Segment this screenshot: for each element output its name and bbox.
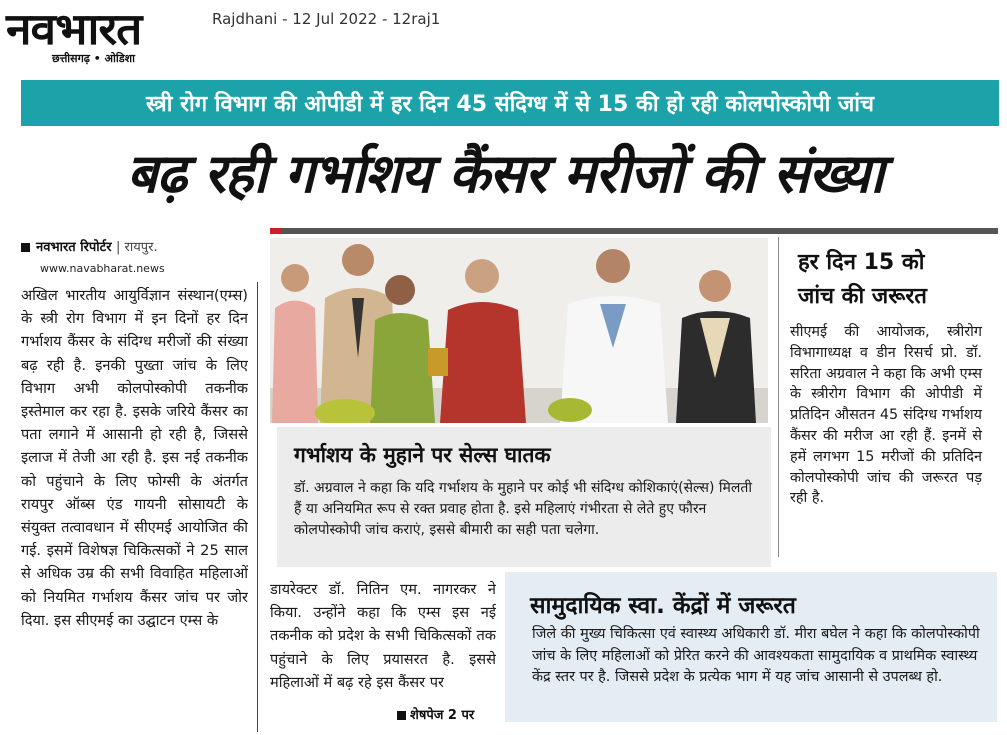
kicker-banner: [21, 80, 999, 126]
subsection-title-community: सामुदायिक स्वा. केंद्रों में जरूरत: [530, 593, 796, 619]
kicker-text: स्त्री रोग विभाग की ओपीडी में हर दिन 45 संदिग्ध में से 15 की हो रही कोलपोस्कोपी जांच: [146, 92, 874, 117]
subsection-title-cells: गर्भाशय के मुहाने पर सेल्स घातक: [294, 443, 551, 467]
article-body-col2: डायरेक्टर डॉ. नितिन एम. नागरकर ने किया. उन्होंने कहा कि एम्स इस नई तकनीक को प्रदेश के सभी चिकित्सकों तक पहुंचाने के लिए प्रयासरत है. इससे महिलाओं में बढ़ रहे इस कैंसर पर: [270, 581, 496, 691]
sidebar-title-line2: जांच की जरूरत: [798, 284, 927, 309]
byline-name: नवभारत रिपोर्टर: [36, 240, 112, 255]
website-link: www.navabharat.news: [40, 262, 165, 275]
newspaper-logo: नवभारत: [6, 3, 142, 55]
event-photo-illustration: [270, 238, 768, 423]
edition-line: Rajdhani - 12 Jul 2022 - 12raj1: [212, 10, 441, 28]
sidebar-text: सीएमई की आयोजक, स्त्रीरोग विभागाध्यक्ष व डीन रिसर्च प्रो. डॉ. सरिता अग्रवाल ने कहा कि अभी एम्स के स्त्रीरोग विभाग की ओपीडी में प्रतिदिन औसतन 45 संदिग्ध गर्भाशय कैंसर की मरीज आ रही हैं. इनमें से हमें लगभग 15 मरीजों की प्रतिदिन कोलपोस्कोपी जांच की जरूरत पड़ रही है.: [790, 324, 982, 507]
subsection-text-community: जिले की मुख्य चिकित्सा एवं स्वास्थ्य अधिकारी डॉ. मीरा बघेल ने कहा कि कोलपोस्कोपी जांच के लिए महिलाओं को प्रेरित करने की आवश्यकता सामुदायिक व प्राथमिक स्वास्थ्य केंद्र स्तर पर है. जिससे प्रदेश के प्रत्येक भाग में यह जांच आसानी से उपलब्ध हो.: [532, 626, 980, 686]
byline: [21, 237, 158, 255]
square-bullet-icon: [397, 711, 406, 720]
event-photo: [270, 238, 768, 423]
subsection-text-cells: डॉ. अग्रवाल ने कहा कि यदि गर्भाशय के मुहाने पर कोई भी संदिग्ध कोशिकाएं(सेल्स) मिलती हैं या अनियमित रूप से रक्त प्रवाह होता है. इसे महिलाएं गंभीरता से लेते हुए फौरन कोलपोस्कोपी जांच कराएं, इससे बीमारी का सही पता चलेगा.: [294, 480, 752, 538]
section-divider: [270, 228, 998, 234]
logo-subtitle: छत्तीसगढ़ • ओडिशा: [52, 52, 135, 65]
byline-city: | रायपुर.: [116, 240, 158, 255]
headline: बढ़ रही गर्भाशय कैंसर मरीजों की संख्या: [126, 142, 884, 205]
square-bullet-icon: [21, 243, 30, 252]
continued-text: शेषपेज 2 पर: [410, 708, 475, 723]
sidebar-title: [798, 246, 927, 314]
column-rule: [257, 282, 258, 732]
sidebar-title-line1: हर दिन 15 को: [798, 250, 925, 275]
continued-marker: [397, 705, 474, 723]
article-body-col1: अखिल भारतीय आयुर्विज्ञान संस्थान(एम्स) के स्त्री रोग विभाग में इन दिनों हर दिन गर्भाशय कैंसर के संदिग्ध मरीजों की संख्या बढ़ रही है. इनकी पुख्ता जांच के लिए विभाग अभी कोलपोस्कोपी तकनीक इस्तेमाल कर रहा है. इसके जरिये कैंसर का पता लगाने में आसानी हो रही है, जिससे इलाज में तेजी आ रही है. इस नई तकनीक को पहुंचाने के लिए फोग्सी के अंतर्गत रायपुर ऑब्स एंड गायनी सोसायटी के संयुक्त तत्वावधान में सीएमई आयोजित की गई. इसमें विशेषज्ञ चिकित्सकों ने 25 साल से अधिक उम्र की सभी विवाहित महिलाओं को नियमित गर्भाशय कैंसर जांच पर जोर दिया. इस सीएमई का उद्घाटन एम्स के: [21, 287, 248, 629]
